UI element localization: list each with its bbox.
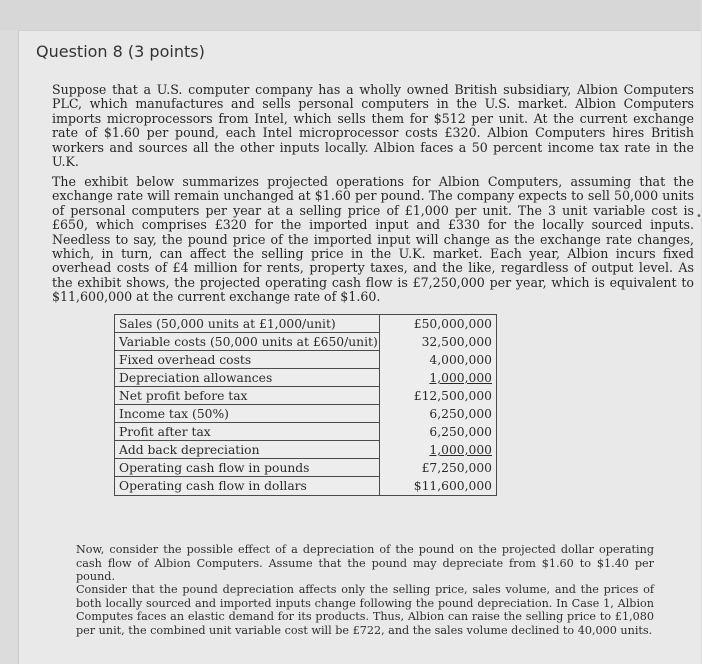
row-label: Depreciation allowances — [115, 369, 380, 387]
row-label: Profit after tax — [115, 423, 380, 441]
table-row — [115, 477, 496, 495]
exhibit-paragraph: The exhibit below summarizes projected operations for Albion Computers, assuming that the exchange rate will remain unchanged at $1.60 per pound. The company expects to sell 50,000 units of personal computers per year at a selling price of £1,000 per unit. The 3 unit variable cost is £650, which comprises £320 for the imported input and £330 for the locally sourced inputs. Needless to say, the pound price of the imported input will change as the exchange rate changes, which, in turn, can affect the selling price in the U.K. market. Each year, Albion incurs fixed overhead costs of £4 million for rents, property taxes, and the like, regardless of output level. As the exhibit shows, the projected operating cash flow is £7,250,000 per year, which is equivalent to $11,600,000 at the current exchange rate of $1.60. — [52, 174, 694, 305]
row-value: 6,250,000 — [429, 425, 492, 439]
row-value: 4,000,000 — [429, 353, 492, 367]
table-row — [115, 441, 496, 459]
row-label: Income tax (50%) — [115, 405, 380, 423]
row-label: Net profit before tax — [115, 387, 380, 405]
table-row — [115, 459, 496, 477]
exhibit-table — [114, 314, 497, 496]
row-label: Operating cash flow in dollars — [115, 477, 380, 495]
table-row — [115, 369, 496, 387]
table-row — [115, 423, 496, 441]
top-band — [0, 0, 700, 30]
table-row — [115, 333, 496, 351]
intro-paragraph: Suppose that a U.S. computer company has a wholly owned British subsidiary, Albion Computers PLC, which manufactures and sells personal computers in the U.S. market. Albion Computers imports microprocessors from Intel, which sells them for $512 per unit. At the current exchange rate of $1.60 per pound, each Intel microprocessor costs £320. Albion Computers hires British workers and sources all the other inputs locally. Albion faces a 50 percent income tax rate in the U.K. — [52, 82, 694, 170]
row-value: 1,000,000 — [429, 443, 492, 457]
row-label: Operating cash flow in pounds — [115, 459, 380, 477]
table-row — [115, 351, 496, 369]
row-value: £50,000,000 — [413, 317, 492, 331]
table-row — [115, 315, 496, 333]
row-label: Variable costs (50,000 units at £650/unit) — [115, 333, 380, 351]
depreciation-question: Now, consider the possible effect of a depreciation of the pound on the projected dollar operating cash flow of Albion Computers. Assume that the pound may depreciate from $1.60 to $1.40 per pound. — [76, 543, 654, 583]
row-value: 1,000,000 — [429, 371, 492, 385]
row-value: 32,500,000 — [421, 335, 492, 349]
row-value: £7,250,000 — [421, 461, 492, 475]
row-value: $11,600,000 — [413, 479, 492, 493]
row-label: Fixed overhead costs — [115, 351, 380, 369]
row-value: 6,250,000 — [429, 407, 492, 421]
row-value: £12,500,000 — [413, 389, 492, 403]
table-row — [115, 387, 496, 405]
row-label: Sales (50,000 units at £1,000/unit) — [115, 315, 380, 333]
question-title: Question 8 (3 points) — [36, 42, 205, 61]
row-label: Add back depreciation — [115, 441, 380, 459]
case-1-paragraph: Consider that the pound depreciation affects only the selling price, sales volume, and the prices of both locally sourced and imported inputs change following the pound depreciation. In Case 1, Albion Computes faces an elastic demand for its products. Thus, Albion can raise the selling price to £1,080 per unit, the combined unit variable cost will be £722, and the sales volume declined to 40,000 units. — [76, 583, 654, 637]
table-row — [115, 405, 496, 423]
scroll-dot: • — [696, 211, 702, 222]
